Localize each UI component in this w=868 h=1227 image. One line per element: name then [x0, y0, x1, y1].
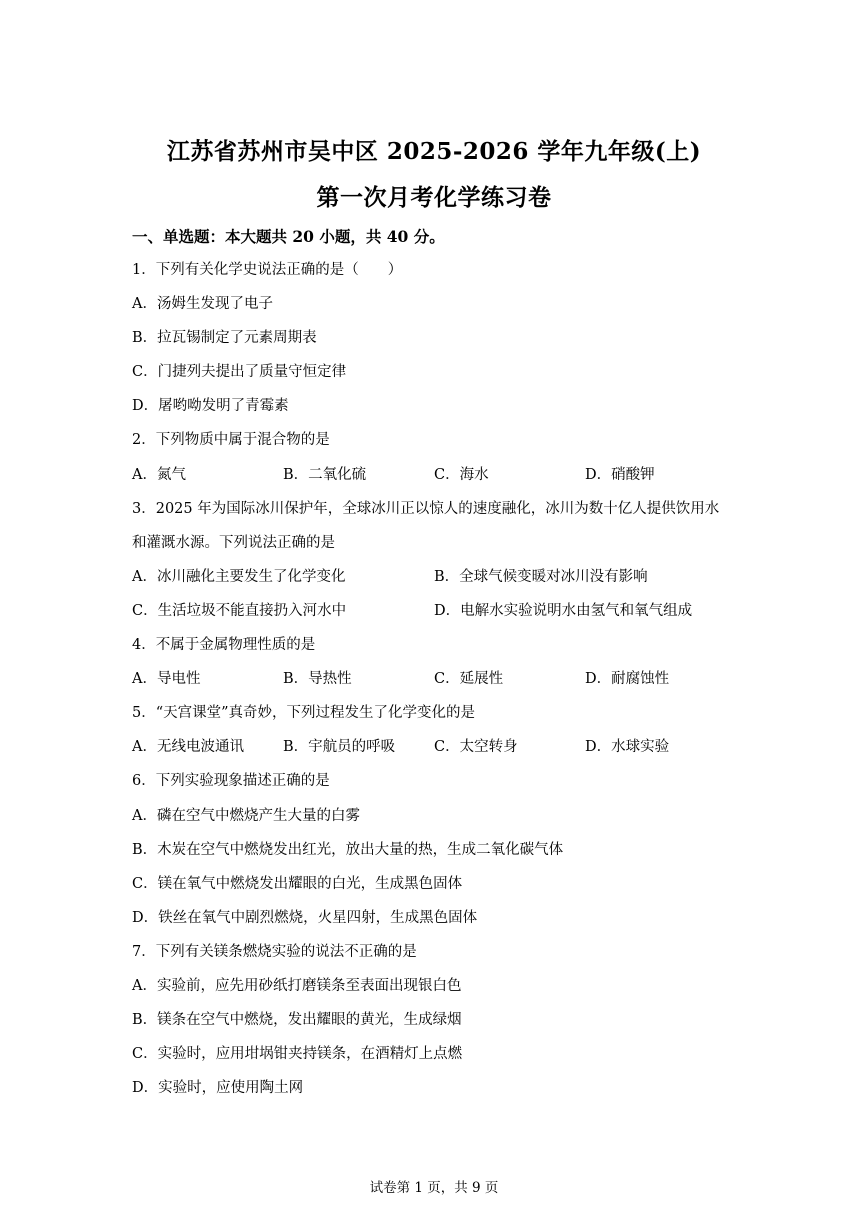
- question-3-option-d: D．电解水实验说明水由氢气和氧气组成: [434, 603, 693, 619]
- question-7-option-d: D．实验时，应使用陶土网: [132, 1080, 304, 1096]
- page-footer: 试卷第 1 页，共 9 页: [369, 1180, 499, 1196]
- question-2-option-c: C．海水: [434, 467, 489, 483]
- question-3-stem-line-2: 和灌溉水源。下列说法正确的是: [132, 535, 335, 551]
- question-6-option-d: D．铁丝在氧气中剧烈燃烧，火星四射，生成黑色固体: [132, 910, 478, 926]
- question-5-stem: 5．“天宫课堂”真奇妙，下列过程发生了化学变化的是: [132, 705, 476, 721]
- question-7-option-b: B．镁条在空气中燃烧，发出耀眼的黄光，生成绿烟: [132, 1012, 462, 1028]
- question-5-option-c: C．太空转身: [434, 739, 518, 755]
- question-3-option-b: B．全球气候变暖对冰川没有影响: [434, 569, 648, 585]
- question-4-option-a: A．导电性: [132, 671, 201, 687]
- question-4-stem: 4．不属于金属物理性质的是: [132, 637, 316, 653]
- question-3-option-a: A．冰川融化主要发生了化学变化: [132, 569, 346, 585]
- question-1-option-c: C．门捷列夫提出了质量守恒定律: [132, 364, 347, 380]
- question-5-option-b: B．宇航员的呼吸: [283, 739, 396, 755]
- question-7-stem: 7．下列有关镁条燃烧实验的说法不正确的是: [132, 944, 417, 960]
- question-1-stem: 1．下列有关化学史说法正确的是（ ）: [132, 262, 403, 278]
- question-1-option-b: B．拉瓦锡制定了元素周期表: [132, 330, 317, 346]
- question-6-option-b: B．木炭在空气中燃烧发出红光，放出大量的热，生成二氧化碳气体: [132, 842, 564, 858]
- section-header: 一、单选题：本大题共 20 小题，共 40 分。: [132, 227, 445, 246]
- exam-title-line-2: 第一次月考化学练习卷: [316, 184, 552, 211]
- question-7-option-c: C．实验时，应用坩埚钳夹持镁条，在酒精灯上点燃: [132, 1046, 463, 1062]
- question-7-option-a: A．实验前，应先用砂纸打磨镁条至表面出现银白色: [132, 978, 462, 994]
- question-2-option-d: D．硝酸钾: [585, 467, 655, 483]
- question-6-option-a: A．磷在空气中燃烧产生大量的白雾: [132, 808, 360, 824]
- question-2-stem: 2．下列物质中属于混合物的是: [132, 432, 330, 448]
- question-3-stem-line-1: 3．2025 年为国际冰川保护年，全球冰川正以惊人的速度融化，冰川为数十亿人提供饮用水: [132, 501, 720, 517]
- question-4-option-d: D．耐腐蚀性: [585, 671, 670, 687]
- question-5-option-a: A．无线电波通讯: [132, 739, 244, 755]
- question-2-option-b: B．二氧化硫: [283, 467, 367, 483]
- question-1-option-d: D．屠哟呦发明了青霉素: [132, 398, 289, 414]
- question-1-option-a: A．汤姆生发现了电子: [132, 296, 273, 312]
- question-5-option-d: D．水球实验: [585, 739, 670, 755]
- exam-title-line-1: 江苏省苏州市吴中区 2025-2026 学年九年级(上): [166, 138, 702, 165]
- question-4-option-c: C．延展性: [434, 671, 504, 687]
- question-2-option-a: A．氮气: [132, 467, 186, 483]
- question-4-option-b: B．导热性: [283, 671, 352, 687]
- question-6-stem: 6．下列实验现象描述正确的是: [132, 773, 330, 789]
- question-6-option-c: C．镁在氧气中燃烧发出耀眼的白光，生成黑色固体: [132, 876, 463, 892]
- question-3-option-c: C．生活垃圾不能直接扔入河水中: [132, 603, 347, 619]
